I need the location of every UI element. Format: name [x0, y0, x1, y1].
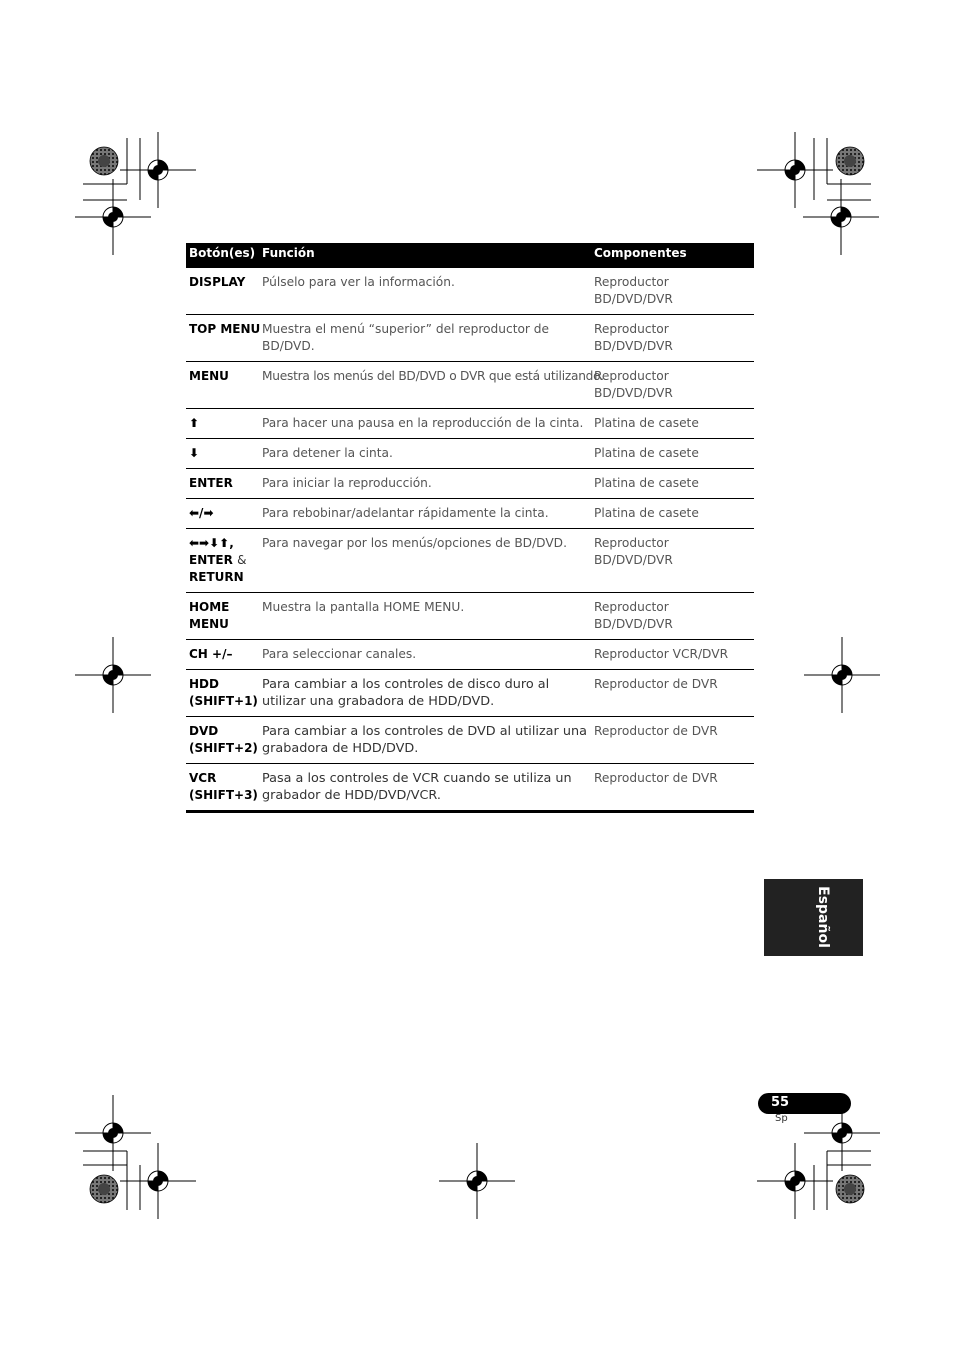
table-row: [186, 670, 754, 717]
table-row: [186, 717, 754, 764]
button-cell-line: VCR: [189, 771, 217, 785]
remote-buttons-table: [186, 243, 754, 813]
header-function: Función: [259, 243, 591, 268]
table-row: [186, 529, 754, 593]
component-cell: Platina de casete: [591, 469, 754, 499]
button-cell: MENU: [186, 362, 259, 409]
button-cell: TOP MENU: [186, 315, 259, 362]
button-cell: [186, 717, 259, 764]
function-cell: Para rebobinar/adelantar rápidamente la cinta.: [259, 499, 591, 529]
table-row: [186, 764, 754, 812]
table-row: [186, 469, 754, 499]
button-cell: [186, 593, 259, 640]
header-components: Componentes: [591, 243, 754, 268]
component-cell: Reproductor BD/DVD/DVR: [591, 593, 754, 640]
function-cell: Para cambiar a los controles de disco duro al utilizar una grabadora de HDD/DVD.: [259, 670, 591, 717]
language-tab: [764, 879, 863, 956]
table-row: [186, 315, 754, 362]
button-cell-line: MENU: [189, 617, 229, 631]
component-cell: Reproductor VCR/DVR: [591, 640, 754, 670]
button-cell-line: ⬅➡⬇⬆,: [189, 536, 234, 550]
function-cell: Para navegar por los menús/opciones de BD/DVD.: [259, 529, 591, 593]
function-cell: Para hacer una pausa en la reproducción de la cinta.: [259, 409, 591, 439]
button-cell: ENTER: [186, 469, 259, 499]
button-cell: CH +/–: [186, 640, 259, 670]
button-cell: [186, 529, 259, 593]
function-cell: Pasa a los controles de VCR cuando se utiliza un grabador de HDD/DVD/VCR.: [259, 764, 591, 812]
component-cell: Reproductor de DVR: [591, 717, 754, 764]
table-row: [186, 593, 754, 640]
component-cell: Reproductor de DVR: [591, 670, 754, 717]
button-cell-enter: ENTER: [189, 553, 233, 567]
component-cell: Platina de casete: [591, 439, 754, 469]
function-cell: Muestra los menús del BD/DVD o DVR que está utilizando.: [259, 362, 591, 409]
button-cell: ⬆: [186, 409, 259, 439]
button-cell-amp: &: [237, 553, 247, 567]
component-cell: Reproductor de DVR: [591, 764, 754, 812]
table-row: [186, 409, 754, 439]
button-cell: ⬅/➡: [186, 499, 259, 529]
button-cell-line: (SHIFT+2): [189, 741, 258, 755]
button-cell-line: (SHIFT+3): [189, 788, 258, 802]
button-cell-line: RETURN: [189, 570, 244, 584]
button-cell-line: HOME: [189, 600, 230, 614]
component-cell: Reproductor BD/DVD/DVR: [591, 315, 754, 362]
button-cell-line: HDD: [189, 677, 219, 691]
function-cell: Muestra la pantalla HOME MENU.: [259, 593, 591, 640]
table-header-row: [186, 243, 754, 268]
header-buttons: Botón(es): [186, 243, 259, 268]
component-cell: Reproductor BD/DVD/DVR: [591, 268, 754, 315]
page-number: 55: [771, 1095, 790, 1110]
button-cell-line: [189, 552, 259, 569]
function-cell: Para detener la cinta.: [259, 439, 591, 469]
button-cell-line: (SHIFT+1): [189, 694, 258, 708]
function-cell: Muestra el menú “superior” del reproductor de BD/DVD.: [259, 315, 591, 362]
component-cell: Platina de casete: [591, 499, 754, 529]
table-row: [186, 362, 754, 409]
page-number-badge: [758, 1093, 851, 1114]
table-row: [186, 439, 754, 469]
function-cell: Para seleccionar canales.: [259, 640, 591, 670]
function-cell: Para cambiar a los controles de DVD al utilizar una grabadora de HDD/DVD.: [259, 717, 591, 764]
function-cell: Púlselo para ver la información.: [259, 268, 591, 315]
table-row: [186, 499, 754, 529]
page-language-suffix: Sp: [775, 1113, 788, 1124]
component-cell: Reproductor BD/DVD/DVR: [591, 362, 754, 409]
component-cell: Reproductor BD/DVD/DVR: [591, 529, 754, 593]
function-cell: Para iniciar la reproducción.: [259, 469, 591, 499]
component-cell: Platina de casete: [591, 409, 754, 439]
language-tab-label: Español: [815, 886, 831, 948]
table-row: [186, 268, 754, 315]
button-cell: [186, 670, 259, 717]
table-row: [186, 640, 754, 670]
button-cell: DISPLAY: [186, 268, 259, 315]
button-cell: ⬇: [186, 439, 259, 469]
button-cell-line: DVD: [189, 724, 219, 738]
button-cell: [186, 764, 259, 812]
